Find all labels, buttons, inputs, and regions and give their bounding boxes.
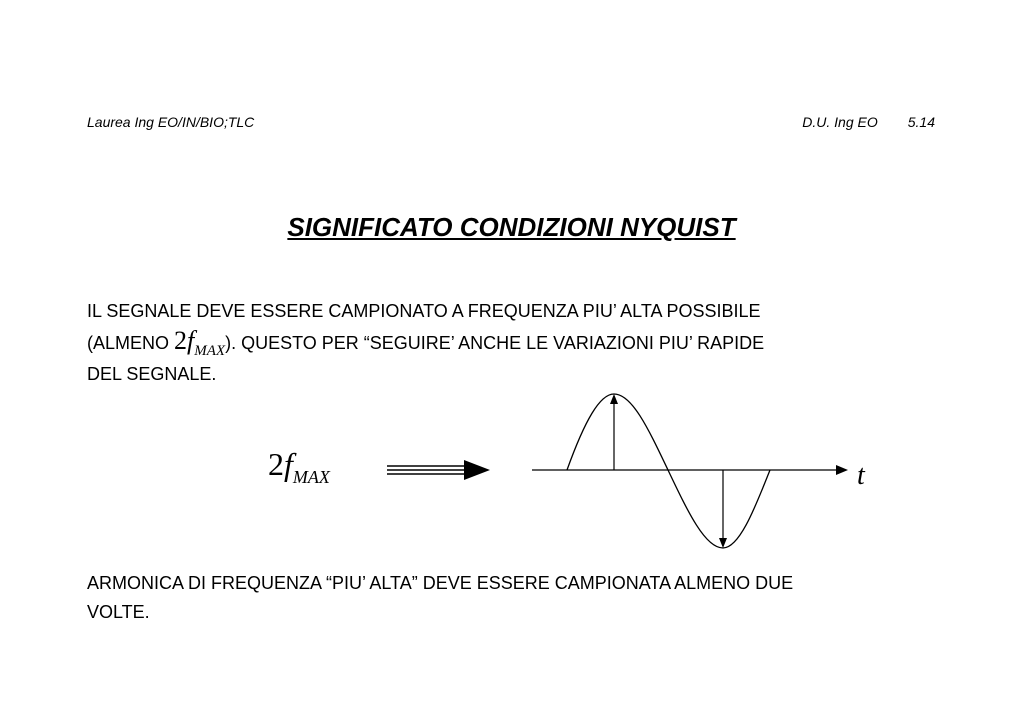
- time-axis: [532, 465, 848, 475]
- formula-var: f: [187, 326, 195, 355]
- header-course-code: D.U. Ing EO: [802, 114, 878, 130]
- paragraph-harmonic: [87, 569, 937, 627]
- sine-wave: [567, 394, 770, 548]
- paragraph1-after-math: ). QUESTO PER “SEGUIRE’ ANCHE LE VARIAZIONI PIU’ RAPIDE: [225, 333, 765, 353]
- slide-title: SIGNIFICATO CONDIZIONI NYQUIST: [287, 212, 736, 242]
- figure-formula-coef: 2: [268, 446, 284, 482]
- paragraph1-before-math: (ALMENO: [87, 333, 175, 353]
- paragraph1-line1: IL SEGNALE DEVE ESSERE CAMPIONATO A FREQUENZA PIU’ ALTA POSSIBILE: [87, 301, 761, 321]
- header-course-label: Laurea Ing EO/IN/BIO;TLC: [87, 114, 255, 130]
- implication-arrow: [387, 460, 490, 480]
- paragraph2-line2: VOLTE.: [87, 602, 150, 622]
- time-axis-label: t: [857, 460, 865, 491]
- formula-sub: MAX: [194, 343, 226, 359]
- paragraph2-line1: ARMONICA DI FREQUENZA “PIU’ ALTA” DEVE ESSERE CAMPIONATA ALMENO DUE: [87, 573, 794, 593]
- paragraph1-line3: DEL SEGNALE.: [87, 364, 217, 384]
- formula-coef: 2: [174, 326, 188, 355]
- sample-arrow-negative: [719, 470, 727, 548]
- figure-formula-sub: MAX: [292, 467, 330, 487]
- sample-arrow-positive: [610, 394, 618, 470]
- figure-formula-var: f: [284, 446, 293, 482]
- page-number: 5.14: [907, 114, 935, 130]
